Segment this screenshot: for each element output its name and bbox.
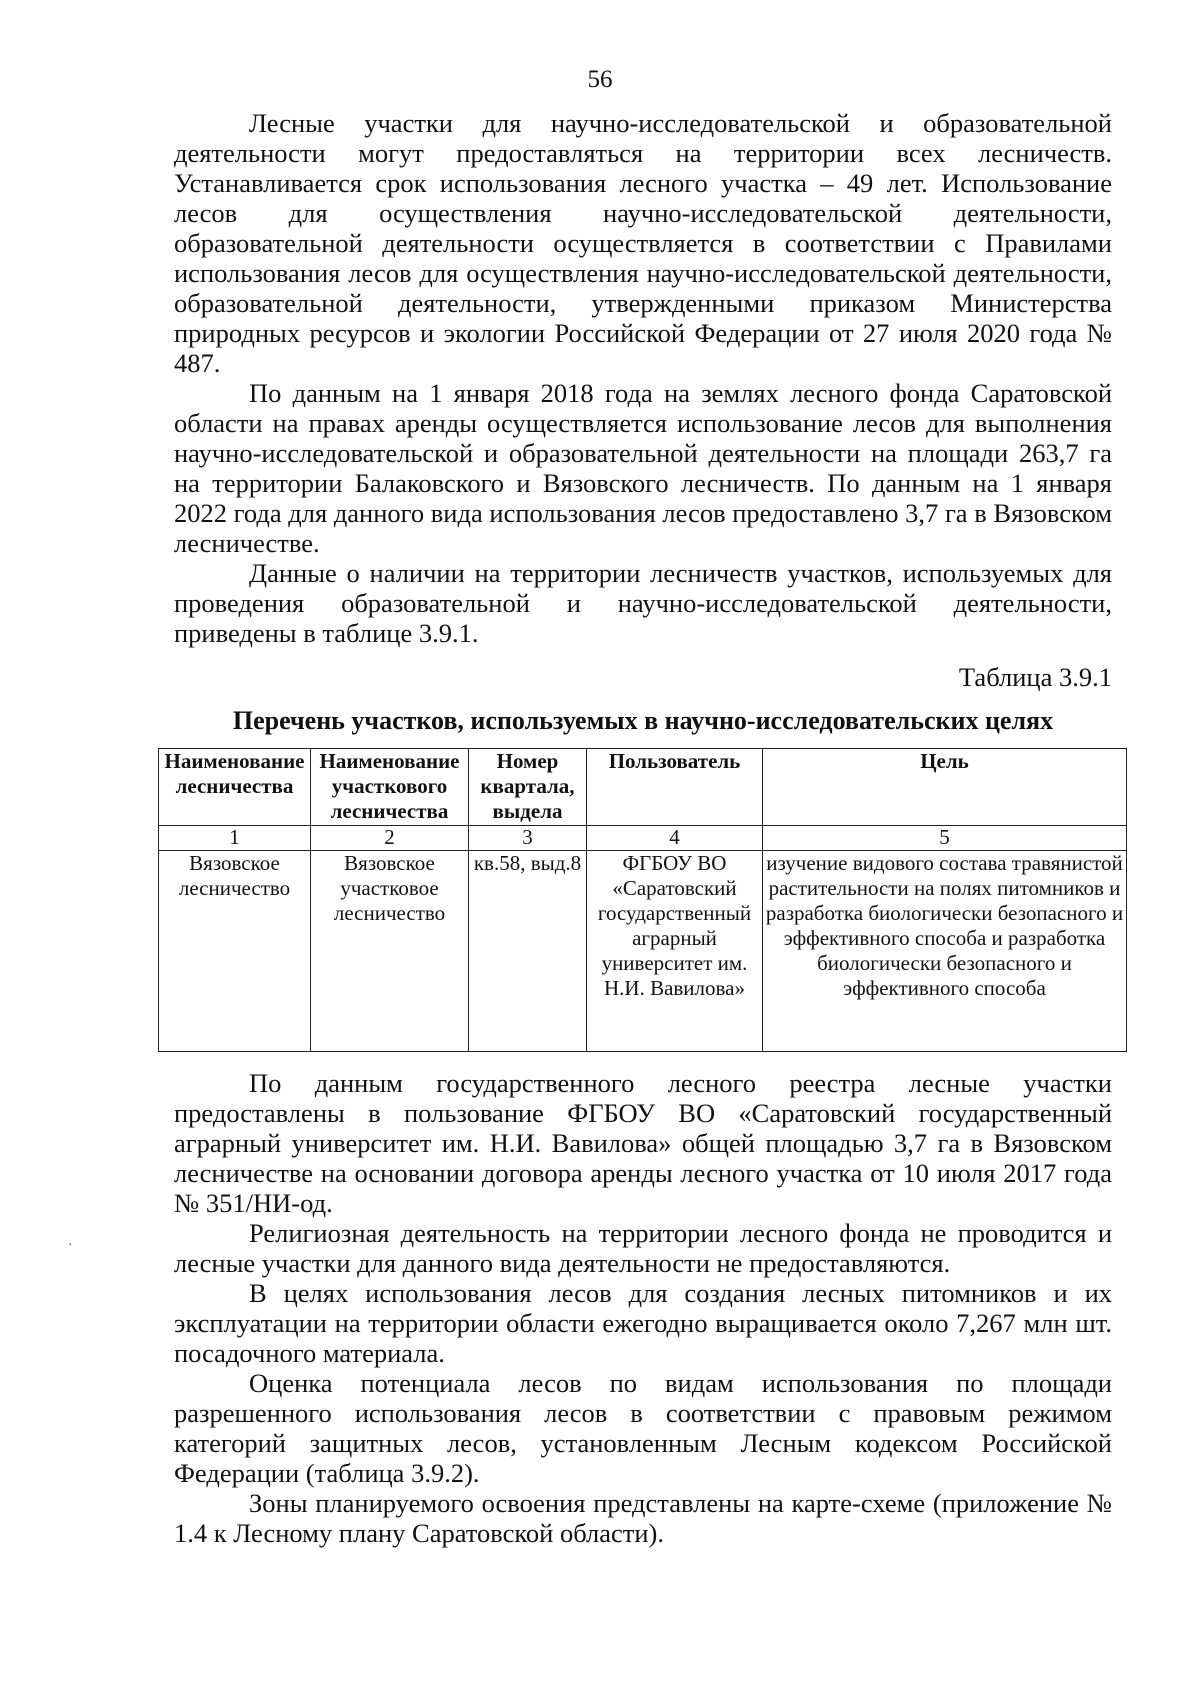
paragraph-table-reference: Данные о наличии на территории лесничеств участков, используемых для проведения образовательной и научно-исследовательской деятельности, приведены в таблице 3.9.1. [174, 558, 1112, 648]
paragraph-planned-zones: Зоны планируемого освоения представлены на карте-схеме (приложение № 1.4 к Лесному плану Саратовской области). [174, 1488, 1112, 1548]
column-number: 5 [763, 826, 1127, 851]
header-forestry-name: Наименование лесничества [159, 749, 311, 826]
table-header-row [159, 749, 1127, 826]
text-after-table [174, 1068, 1112, 1548]
table-row [159, 851, 1127, 1052]
column-number-row [159, 826, 1127, 851]
table-caption: Таблица 3.9.1 [958, 662, 1112, 692]
paragraph-nurseries: В целях использования лесов для создания лесных питомников и их эксплуатации на территории области ежегодно выращивается около 7,267 млн шт. посадочного материала. [174, 1278, 1112, 1368]
cell-forestry: Вязовское лесничество [159, 851, 311, 1052]
cell-purpose: изучение видового состава травянистой растительности на полях питомников и разработка биологически безопасного и эффективного способа и разработка биологически безопасного и эффективного способа [763, 851, 1127, 1052]
header-purpose: Цель [763, 749, 1127, 826]
column-number: 3 [469, 826, 587, 851]
cell-quarter: кв.58, выд.8 [469, 851, 587, 1052]
page-number: 56 [587, 66, 613, 93]
paragraph-religious-activity: Религиозная деятельность на территории лесного фонда не проводится и лесные участки для данного вида деятельности не предоставляются. [174, 1218, 1112, 1278]
paragraph-forest-plots-research: Лесные участки для научно-исследовательской и образовательной деятельности могут предоставляться на территории всех лесничеств. Устанавливается срок использования лесного участка – 49 лет. Использование лесов для осуществления научно-исследовательской деятельности, образовательной деятельности осуществляется в соответствии с Правилами использования лесов для осуществления научно-исследовательской деятельности, образовательной деятельности, утвержденными приказом Министерства природных ресурсов и экологии Российской Федерации от 27 июля 2020 года № 487. [174, 108, 1112, 378]
header-user: Пользователь [587, 749, 763, 826]
scan-speck: · [68, 1238, 73, 1253]
cell-user: ФГБОУ ВО «Саратовский государственный аграрный университет им. Н.И. Вавилова» [587, 851, 763, 1052]
paragraph-state-registry: По данным государственного лесного реестра лесные участки предоставлены в пользование ФГБОУ ВО «Саратовский государственный аграрный университет им. Н.И. Вавилова» общей площадью 3,7 га в Вязовском лесничестве на основании договора аренды лесного участка от 10 июля 2017 года № 351/НИ-од. [174, 1068, 1112, 1218]
paragraph-potential-assessment: Оценка потенциала лесов по видам использования по площади разрешенного использования лесов в соответствии с правовым режимом категорий защитных лесов, установленным Лесным кодексом Российской Федерации (таблица 3.9.2). [174, 1368, 1112, 1488]
column-number: 2 [311, 826, 469, 851]
document-body [164, 108, 1124, 1548]
paragraph-2018-lease-data: По данным на 1 января 2018 года на землях лесного фонда Саратовской области на правах аренды осуществляется использование лесов для выполнения научно-исследовательской и образовательной деятельности на площади 263,7 га на территории Балаковского и Вязовского лесничеств. По данным на 1 января 2022 года для данного вида использования лесов предоставлено 3,7 га в Вязовском лесничестве. [174, 378, 1112, 558]
column-number: 1 [159, 826, 311, 851]
column-number: 4 [587, 826, 763, 851]
table-title: Перечень участков, используемых в научно-исследовательских целях [232, 706, 1054, 735]
header-quarter-number: Номер квартала, выдела [469, 749, 587, 826]
header-district-forestry-name: Наименование участкового лесничества [311, 749, 469, 826]
research-plots-table [158, 748, 1127, 1052]
cell-district-forestry: Вязовское участковое лесничество [311, 851, 469, 1052]
